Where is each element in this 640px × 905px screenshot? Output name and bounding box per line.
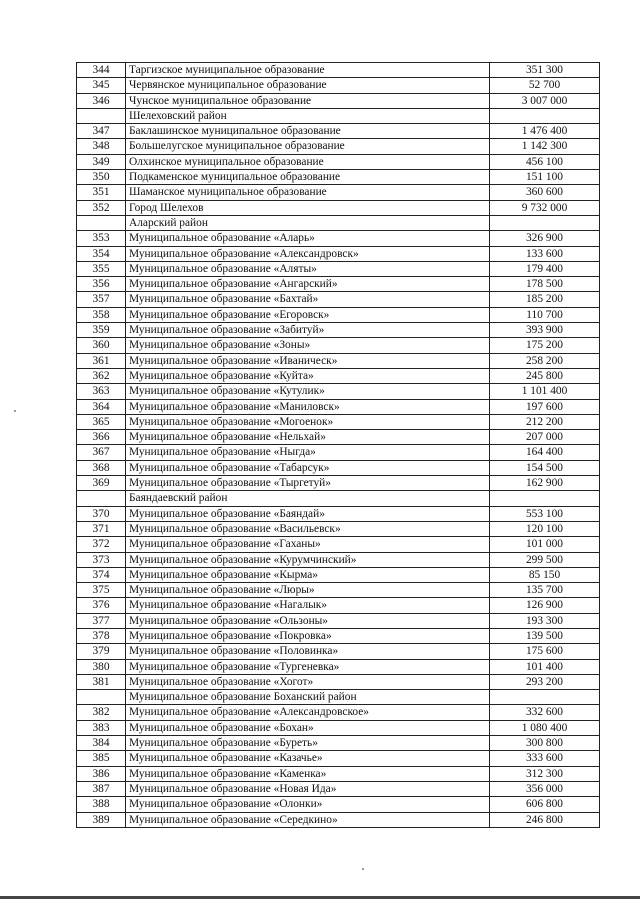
table-row — [77, 720, 600, 735]
row-amount: 246 800 — [490, 812, 600, 827]
row-number: 346 — [77, 93, 126, 108]
row-number: 361 — [77, 353, 126, 368]
table-row — [77, 644, 600, 659]
row-number: 352 — [77, 200, 126, 215]
row-number: 365 — [77, 414, 126, 429]
row-name: Муниципальное образование «Баяндай» — [126, 506, 490, 521]
table-row — [77, 292, 600, 307]
row-amount: 120 100 — [490, 521, 600, 536]
row-amount: 299 500 — [490, 552, 600, 567]
row-number: 353 — [77, 231, 126, 246]
row-number: 360 — [77, 338, 126, 353]
row-number: 388 — [77, 797, 126, 812]
table-row — [77, 567, 600, 582]
table-row — [77, 124, 600, 139]
row-number — [77, 108, 126, 123]
row-name: Муниципальное образование «Куйта» — [126, 368, 490, 383]
row-amount: 606 800 — [490, 797, 600, 812]
row-name: Таргизское муниципальное образование — [126, 63, 490, 78]
row-name: Муниципальное образование «Александровское» — [126, 705, 490, 720]
row-amount — [490, 108, 600, 123]
row-name: Подкаменское муниципальное образование — [126, 170, 490, 185]
row-name: Муниципальное образование «Люры» — [126, 583, 490, 598]
row-number: 369 — [77, 476, 126, 491]
row-amount: 332 600 — [490, 705, 600, 720]
row-amount — [490, 215, 600, 230]
row-amount: 151 100 — [490, 170, 600, 185]
table-row — [77, 766, 600, 781]
table-row — [77, 307, 600, 322]
row-amount: 133 600 — [490, 246, 600, 261]
row-amount: 126 900 — [490, 598, 600, 613]
row-amount: 179 400 — [490, 261, 600, 276]
row-number: 375 — [77, 583, 126, 598]
table-row — [77, 506, 600, 521]
row-name: Муниципальное образование «Забитуй» — [126, 323, 490, 338]
section-header-row — [77, 108, 600, 123]
row-number: 362 — [77, 368, 126, 383]
table-row — [77, 63, 600, 78]
row-number: 358 — [77, 307, 126, 322]
row-name: Муниципальное образование «Кырма» — [126, 567, 490, 582]
row-number: 379 — [77, 644, 126, 659]
row-amount: 175 600 — [490, 644, 600, 659]
row-number: 368 — [77, 460, 126, 475]
section-header-row — [77, 690, 600, 705]
row-name: Муниципальное образование «Васильевск» — [126, 521, 490, 536]
row-name: Большелугское муниципальное образование — [126, 139, 490, 154]
row-amount: 351 300 — [490, 63, 600, 78]
row-number: 354 — [77, 246, 126, 261]
row-amount: 360 600 — [490, 185, 600, 200]
row-number: 344 — [77, 63, 126, 78]
row-number: 372 — [77, 537, 126, 552]
row-amount: 1 101 400 — [490, 384, 600, 399]
row-name: Муниципальное образование «Александровск» — [126, 246, 490, 261]
row-name: Муниципальное образование «Буреть» — [126, 736, 490, 751]
row-name: Муниципальное образование «Покровка» — [126, 628, 490, 643]
table-row — [77, 185, 600, 200]
row-number: 376 — [77, 598, 126, 613]
table-row — [77, 430, 600, 445]
row-amount: 1 476 400 — [490, 124, 600, 139]
table-row — [77, 613, 600, 628]
row-number: 377 — [77, 613, 126, 628]
table-row — [77, 598, 600, 613]
row-name: Муниципальное образование «Середкино» — [126, 812, 490, 827]
row-number: 364 — [77, 399, 126, 414]
row-number: 359 — [77, 323, 126, 338]
row-amount: 101 000 — [490, 537, 600, 552]
table-row — [77, 384, 600, 399]
row-number: 373 — [77, 552, 126, 567]
row-name: Аларский район — [126, 215, 490, 230]
table-row — [77, 781, 600, 796]
row-name: Муниципальное образование «Егоровск» — [126, 307, 490, 322]
row-number: 378 — [77, 628, 126, 643]
table-row — [77, 353, 600, 368]
table-row — [77, 552, 600, 567]
row-name: Муниципальное образование «Нельхай» — [126, 430, 490, 445]
table-row — [77, 170, 600, 185]
row-amount: 245 800 — [490, 368, 600, 383]
row-name: Муниципальное образование «Иваническ» — [126, 353, 490, 368]
row-amount: 154 500 — [490, 460, 600, 475]
row-amount: 164 400 — [490, 445, 600, 460]
table-row — [77, 537, 600, 552]
row-number — [77, 690, 126, 705]
row-name: Муниципальное образование «Аляты» — [126, 261, 490, 276]
row-amount: 9 732 000 — [490, 200, 600, 215]
row-name: Муниципальное образование «Зоны» — [126, 338, 490, 353]
row-name: Муниципальное образование «Тыргетуй» — [126, 476, 490, 491]
row-amount: 1 142 300 — [490, 139, 600, 154]
row-amount: 553 100 — [490, 506, 600, 521]
row-amount: 185 200 — [490, 292, 600, 307]
table-row — [77, 751, 600, 766]
row-name: Город Шелехов — [126, 200, 490, 215]
row-amount: 293 200 — [490, 674, 600, 689]
row-number: 355 — [77, 261, 126, 276]
row-amount: 212 200 — [490, 414, 600, 429]
table-row — [77, 797, 600, 812]
row-number: 383 — [77, 720, 126, 735]
row-name: Муниципальное образование «Ныгда» — [126, 445, 490, 460]
table-row — [77, 277, 600, 292]
section-header-row — [77, 491, 600, 506]
row-number: 370 — [77, 506, 126, 521]
row-amount — [490, 690, 600, 705]
row-name: Муниципальное образование «Гаханы» — [126, 537, 490, 552]
row-amount: 178 500 — [490, 277, 600, 292]
row-name: Муниципальное образование «Половинка» — [126, 644, 490, 659]
row-number: 348 — [77, 139, 126, 154]
row-name: Муниципальное образование «Могоенок» — [126, 414, 490, 429]
table-row — [77, 78, 600, 93]
row-number: 371 — [77, 521, 126, 536]
table-row — [77, 476, 600, 491]
row-amount: 1 080 400 — [490, 720, 600, 735]
row-amount: 326 900 — [490, 231, 600, 246]
row-number: 363 — [77, 384, 126, 399]
row-number: 381 — [77, 674, 126, 689]
row-name: Муниципальное образование «Ользоны» — [126, 613, 490, 628]
row-name: Баяндаевский район — [126, 491, 490, 506]
row-amount: 197 600 — [490, 399, 600, 414]
row-amount: 193 300 — [490, 613, 600, 628]
row-number: 366 — [77, 430, 126, 445]
row-amount: 312 300 — [490, 766, 600, 781]
section-header-row — [77, 215, 600, 230]
row-name: Муниципальное образование «Маниловск» — [126, 399, 490, 414]
table-row — [77, 246, 600, 261]
row-name: Муниципальное образование «Казачье» — [126, 751, 490, 766]
table-row — [77, 399, 600, 414]
table-row — [77, 445, 600, 460]
table-row — [77, 261, 600, 276]
table-row — [77, 231, 600, 246]
row-name: Муниципальное образование «Кутулик» — [126, 384, 490, 399]
row-amount: 135 700 — [490, 583, 600, 598]
row-name: Муниципальное образование «Табарсук» — [126, 460, 490, 475]
row-number: 357 — [77, 292, 126, 307]
row-number: 387 — [77, 781, 126, 796]
row-number: 350 — [77, 170, 126, 185]
table-row — [77, 812, 600, 827]
row-number: 356 — [77, 277, 126, 292]
table-row — [77, 93, 600, 108]
row-name: Шаманское муниципальное образование — [126, 185, 490, 200]
row-amount: 175 200 — [490, 338, 600, 353]
table-body — [77, 63, 600, 828]
row-amount: 356 000 — [490, 781, 600, 796]
table-row — [77, 628, 600, 643]
row-name: Олхинское муниципальное образование — [126, 154, 490, 169]
table-row — [77, 736, 600, 751]
row-name: Шелеховский район — [126, 108, 490, 123]
row-number: 347 — [77, 124, 126, 139]
municipal-table — [76, 62, 600, 828]
row-number: 382 — [77, 705, 126, 720]
row-amount: 456 100 — [490, 154, 600, 169]
row-amount: 85 150 — [490, 567, 600, 582]
row-amount: 3 007 000 — [490, 93, 600, 108]
table-row — [77, 368, 600, 383]
row-name: Чунское муниципальное образование — [126, 93, 490, 108]
row-number: 349 — [77, 154, 126, 169]
row-name: Муниципальное образование «Курумчинский» — [126, 552, 490, 567]
row-amount — [490, 491, 600, 506]
row-name: Муниципальное образование «Ангарский» — [126, 277, 490, 292]
table-row — [77, 139, 600, 154]
table-row — [77, 200, 600, 215]
row-amount: 110 700 — [490, 307, 600, 322]
table-row — [77, 414, 600, 429]
row-name: Муниципальное образование «Нагалык» — [126, 598, 490, 613]
row-name: Муниципальное образование «Новая Ида» — [126, 781, 490, 796]
row-number: 380 — [77, 659, 126, 674]
row-name: Муниципальное образование «Тургеневка» — [126, 659, 490, 674]
scan-speck — [14, 410, 16, 412]
row-number: 385 — [77, 751, 126, 766]
page-bottom-edge — [0, 896, 640, 899]
row-number: 386 — [77, 766, 126, 781]
row-amount: 52 700 — [490, 78, 600, 93]
table-row — [77, 583, 600, 598]
row-amount: 333 600 — [490, 751, 600, 766]
row-amount: 258 200 — [490, 353, 600, 368]
table-row — [77, 460, 600, 475]
row-number: 351 — [77, 185, 126, 200]
row-amount: 101 400 — [490, 659, 600, 674]
row-amount: 393 900 — [490, 323, 600, 338]
row-number — [77, 491, 126, 506]
table-row — [77, 659, 600, 674]
row-amount: 300 800 — [490, 736, 600, 751]
row-number: 389 — [77, 812, 126, 827]
row-number: 367 — [77, 445, 126, 460]
row-number — [77, 215, 126, 230]
row-name: Баклашинское муниципальное образование — [126, 124, 490, 139]
row-name: Муниципальное образование «Каменка» — [126, 766, 490, 781]
table-row — [77, 521, 600, 536]
row-name: Муниципальное образование «Олонки» — [126, 797, 490, 812]
row-number: 374 — [77, 567, 126, 582]
row-name: Муниципальное образование «Аларь» — [126, 231, 490, 246]
row-name: Муниципальное образование «Бахтай» — [126, 292, 490, 307]
row-name: Муниципальное образование Боханский район — [126, 690, 490, 705]
row-name: Муниципальное образование «Бохан» — [126, 720, 490, 735]
table-row — [77, 154, 600, 169]
scan-speck — [362, 868, 364, 870]
row-name: Червянское муниципальное образование — [126, 78, 490, 93]
row-number: 384 — [77, 736, 126, 751]
table-row — [77, 674, 600, 689]
table-row — [77, 338, 600, 353]
table-row — [77, 705, 600, 720]
row-amount: 139 500 — [490, 628, 600, 643]
row-amount: 207 000 — [490, 430, 600, 445]
row-name: Муниципальное образование «Хогот» — [126, 674, 490, 689]
table-row — [77, 323, 600, 338]
row-number: 345 — [77, 78, 126, 93]
row-amount: 162 900 — [490, 476, 600, 491]
